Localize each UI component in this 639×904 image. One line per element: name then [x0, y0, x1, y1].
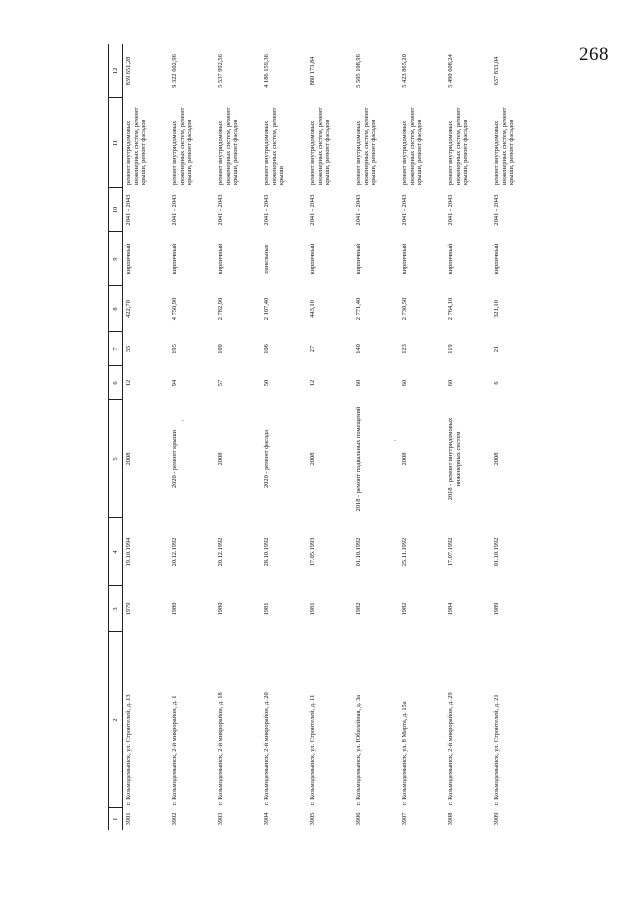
cell-works: ремонт внутридомовых инженерных систем, ремонт крыши, ремонт фасадов: [355, 107, 378, 185]
cell-col6: 60: [401, 379, 408, 387]
rotated-table-container: [108, 44, 534, 830]
cell-address: г. Козьмодемьянск, 2-й микрорайон, д. 18: [217, 692, 224, 805]
table-row: [123, 44, 170, 830]
cell-col7: 195: [171, 344, 178, 354]
cell-works: ремонт внутридомовых инженерных систем, ремонт крыши: [263, 107, 286, 185]
cell-number: 3903: [217, 812, 224, 826]
cell-year: 1979: [125, 602, 132, 616]
cell-material: кирпичный: [217, 243, 224, 275]
table-row: [353, 44, 399, 830]
column-header: 7: [109, 332, 123, 366]
cell-number: 3905: [309, 812, 316, 826]
cell-date: 20.12.1992: [217, 537, 224, 567]
table-row: [169, 44, 215, 830]
cell-area: 4 750,90: [171, 297, 178, 321]
cell-last-repair: 2020 - ремонт крыши: [171, 429, 178, 489]
cell-period: 2041 - 2043: [401, 194, 408, 226]
cell-year: 1984: [447, 602, 454, 616]
column-header: 11: [109, 98, 123, 188]
table-row: [491, 44, 537, 830]
cell-last-repair: 2018 - ремонт подвальных помещений: [355, 406, 362, 512]
cell-period: 2041 - 2043: [171, 194, 178, 226]
cell-col7: 27: [309, 345, 316, 353]
column-header: 10: [109, 188, 123, 232]
cell-cost: 9 322 602,96: [171, 54, 178, 88]
cell-material: кирпичный: [493, 243, 500, 275]
cell-year: 1989: [493, 602, 500, 616]
cell-material: кирпичный: [171, 243, 178, 275]
cell-area: 2 782,90: [217, 297, 224, 321]
cell-address: г. Козьмодемьянск, ул. Строителей, д. 13: [125, 694, 132, 805]
cell-works: ремонт внутридомовых инженерных систем, ремонт крыши, ремонт фасадов: [217, 107, 240, 185]
cell-year: 1981: [309, 602, 316, 616]
cell-date: 28.10.1992: [263, 537, 270, 567]
cell-col7: 123: [401, 344, 408, 354]
cell-material: кирпичный: [447, 243, 454, 275]
cell-date: 19.10.1994: [125, 537, 132, 567]
cell-col6: 12: [309, 379, 316, 387]
column-header: 3: [109, 586, 123, 632]
cell-address: г. Козьмодемьянск, ул. 8 Марта, д. 15а: [401, 701, 408, 805]
cell-col7: 21: [493, 345, 500, 353]
cell-cost: 637 833,04: [493, 56, 500, 86]
cell-works: ремонт внутридомовых инженерных систем, ремонт крыши, ремонт фасадов: [493, 107, 516, 185]
cell-col6: 50: [263, 379, 270, 387]
cell-address: г. Козьмодемьянск, 2-й микрорайон, д. 29: [447, 692, 454, 805]
cell-number: 3907: [401, 812, 408, 826]
cell-last-repair: 2008: [401, 452, 408, 466]
cell-year: 1980: [171, 602, 178, 616]
cell-area: 2 730,50: [401, 297, 408, 321]
cell-last-repair: 2008: [309, 452, 316, 466]
cell-number: 3904: [263, 812, 270, 826]
cell-area: 2 764,10: [447, 297, 454, 321]
column-header: 5: [109, 400, 123, 518]
cell-last-repair: 2008: [125, 452, 132, 466]
cell-last-repair: 2008: [217, 452, 224, 466]
cell-address: г. Козьмодемьянск, ул. Строителей, д. 11: [309, 694, 316, 805]
cell-material: кирпичный: [125, 243, 132, 275]
cell-col6: 57: [217, 379, 224, 387]
cell-cost: 4 186 159,36: [263, 54, 270, 88]
column-header: 4: [109, 518, 123, 586]
cell-year: 1980: [217, 602, 224, 616]
cell-period: 2041 - 2043: [263, 194, 270, 226]
cell-works: ремонт внутридомовых инженерных систем, ремонт крыши, ремонт фасадов: [171, 107, 194, 185]
cell-area: 321,10: [493, 300, 500, 318]
cell-period: 2041 - 2043: [355, 194, 362, 226]
cell-cost: 5 490 608,24: [447, 54, 454, 88]
column-header: 1: [109, 808, 123, 830]
cell-period: 2041 - 2043: [217, 194, 224, 226]
cell-col7: 119: [447, 344, 454, 354]
cell-year: 1981: [263, 602, 270, 616]
cell-date: 01.10.1992: [355, 537, 362, 567]
cell-material: кирпичный: [401, 243, 408, 275]
page-number: 268: [579, 44, 609, 65]
cell-number: 3901: [125, 812, 132, 826]
column-header: 12: [109, 44, 123, 98]
column-header: 2: [109, 632, 123, 808]
column-header: 9: [109, 232, 123, 286]
cell-cost: 5 423 865,20: [401, 54, 408, 88]
cell-date: 20.12.1992: [171, 537, 178, 567]
cell-col6: 60: [355, 379, 362, 387]
table-row: [445, 44, 491, 830]
cell-col7: 35: [125, 345, 132, 353]
cell-col6: 60: [447, 379, 454, 387]
cell-address: г. Козьмодемьянск, 2-й микрорайон, д. 20: [263, 692, 270, 805]
cell-address: г. Козьмодемьянск, ул. Юбилейная, д. 3а: [355, 694, 362, 805]
cell-col6: 94: [171, 379, 178, 387]
cell-material: кирпичный: [355, 243, 362, 275]
cell-date: 17.05.1993: [309, 537, 316, 567]
cell-col7: 109: [217, 344, 224, 354]
cell-period: 2041 - 2043: [447, 194, 454, 226]
cell-material: панельные: [263, 244, 270, 274]
table-row: [307, 44, 353, 830]
table-row: [399, 44, 445, 830]
cell-col7: 140: [355, 344, 362, 354]
cell-address: г. Козьмодемьянск, ул. Строителей, д. 21: [493, 694, 500, 805]
cell-material: кирпичный: [309, 243, 316, 275]
cell-col6: 12: [125, 379, 132, 387]
cell-last-repair: 2008: [493, 452, 500, 466]
cell-works: ремонт внутридомовых инженерных систем, ремонт крыши, ремонт фасадов: [447, 107, 470, 185]
cell-number: 3906: [355, 812, 362, 826]
table-row: [261, 44, 307, 830]
cell-last-repair: 2020 - ремонт фасада: [263, 430, 270, 489]
table-row: [215, 44, 261, 830]
cell-year: 1982: [355, 602, 362, 616]
cell-cost: 5 505 108,96: [355, 54, 362, 88]
cell-area: 422,70: [125, 300, 132, 318]
cell-works: ремонт внутридомовых инженерных систем, ремонт крыши, ремонт фасадов: [401, 107, 424, 185]
cell-col7: 106: [263, 344, 270, 354]
cell-period: 2041 - 2043: [493, 194, 500, 226]
cell-date: 01.10.1992: [493, 537, 500, 567]
column-header: 6: [109, 366, 123, 400]
column-header: 8: [109, 286, 123, 332]
cell-works: ремонт внутридомовых инженерных систем, ремонт крыши, ремонт фасадов: [309, 107, 332, 185]
cell-area: 443,10: [309, 300, 316, 318]
cell-year: 1982: [401, 602, 408, 616]
cell-period: 2041 - 2043: [125, 194, 132, 226]
cell-cost: 839 651,28: [125, 56, 132, 86]
cell-works: ремонт внутридомовых инженерных систем, ремонт крыши, ремонт фасадов: [125, 107, 148, 185]
cell-last-repair: 2018 - ремонт внутридомовых инженерных систем: [447, 417, 462, 501]
cell-address: г. Козьмодемьянск, 2-й микрорайон, д. 1: [171, 695, 178, 805]
cell-number: 3908: [447, 812, 454, 826]
cell-date: 17.07.1992: [447, 537, 454, 567]
cell-number: 3902: [171, 812, 178, 826]
capital-repair-table: [108, 44, 537, 830]
cell-area: 2 771,40: [355, 297, 362, 321]
cell-number: 3909: [493, 812, 500, 826]
cell-cost: 5 537 992,56: [217, 54, 224, 88]
cell-col6: 6: [493, 381, 500, 385]
cell-period: 2041 - 2043: [309, 194, 316, 226]
cell-date: 25.11.1992: [401, 537, 408, 567]
cell-area: 2 107,40: [263, 297, 270, 321]
table-header-row: [109, 44, 123, 830]
cell-cost: 880 173,84: [309, 56, 316, 86]
